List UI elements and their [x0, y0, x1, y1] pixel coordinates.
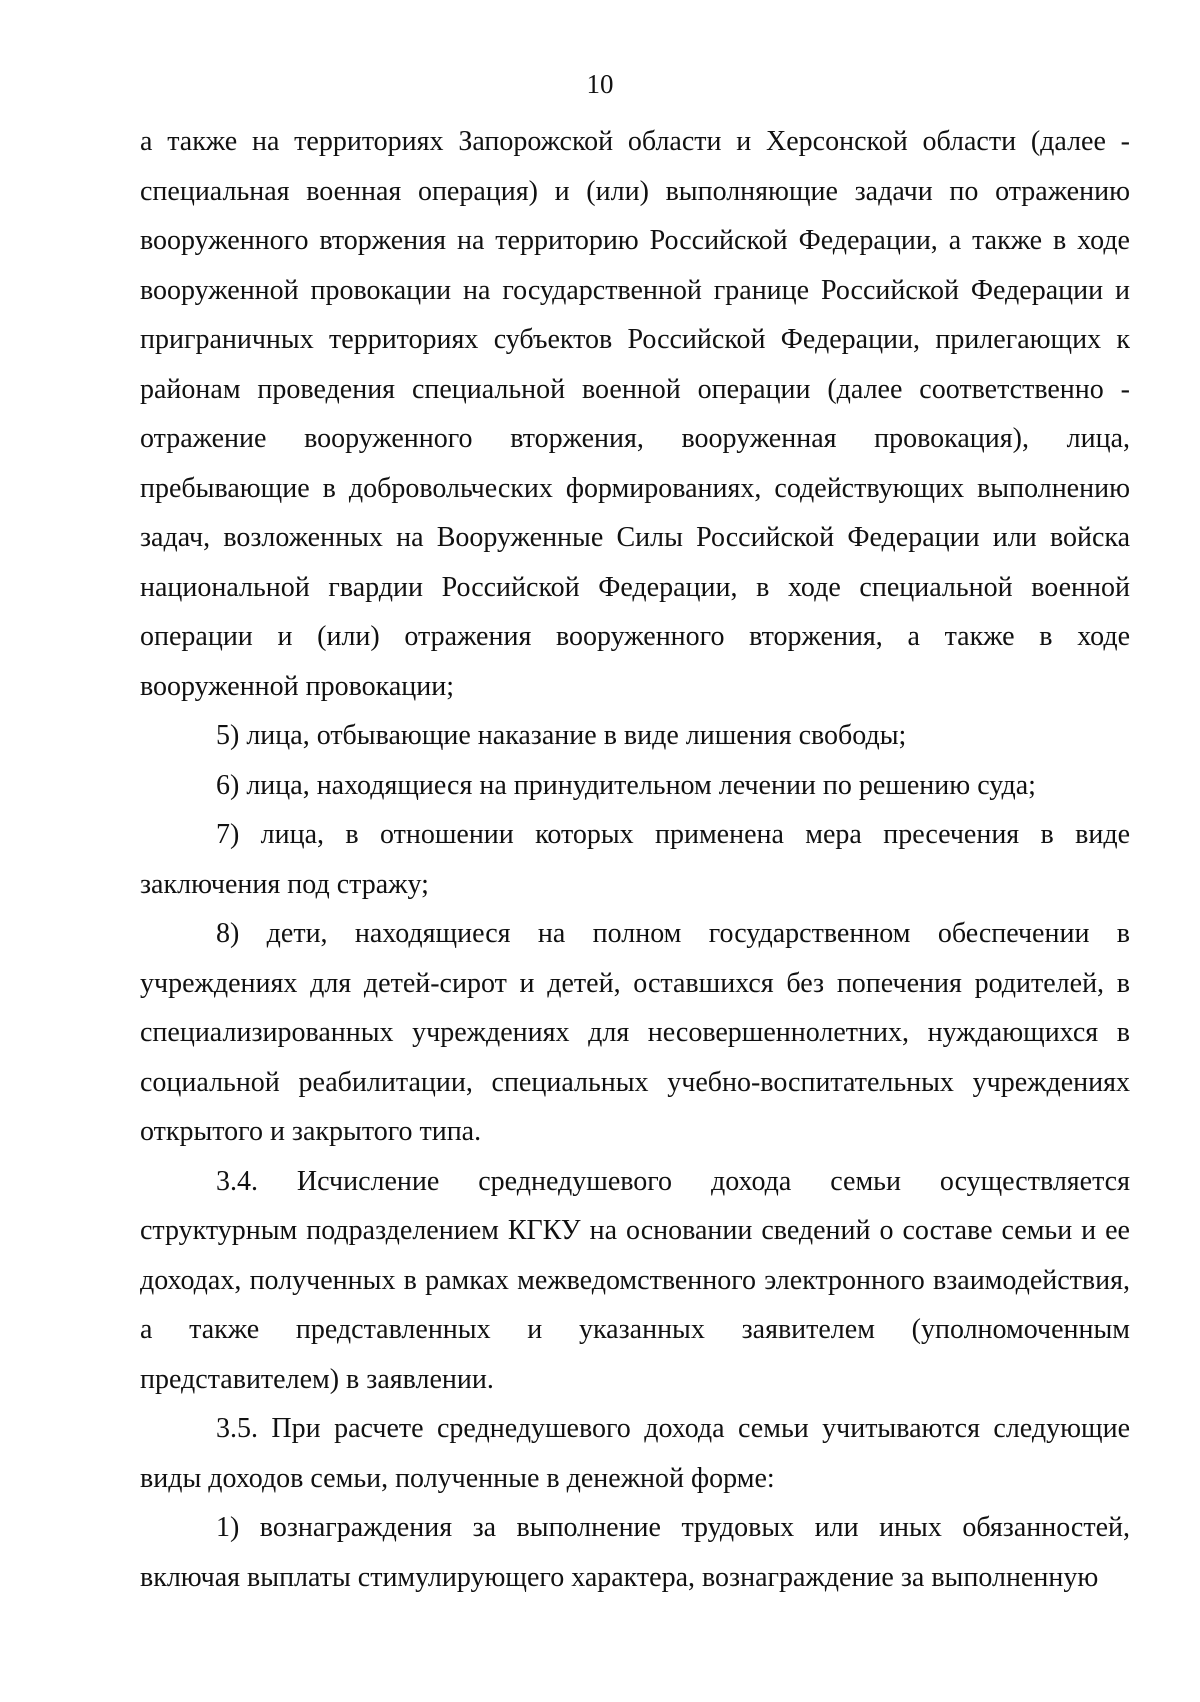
list-item-8: 8) дети, находящиеся на полном государственном обеспечении в учреждениях для детей-сирот и детей, оставшихся без попечения родителей, в специализированных учреждениях для несовершеннолетних, нуждающихся в социальной реабилитации, специальных учебно-воспитательных учреждениях открытого и закрытого типа. — [140, 918, 1130, 1147]
list-item-1: 1) вознаграждения за выполнение трудовых или иных обязанностей, включая выплаты стимулирующего характера, вознаграждение за выполненную — [140, 1512, 1130, 1593]
document-body — [140, 117, 1130, 1602]
page-number: 10 — [586, 69, 614, 99]
list-item-6: 6) лица, находящиеся на принудительном лечении по решению суда; — [216, 769, 1036, 801]
clause-3-5: 3.5. При расчете среднедушевого дохода семьи учитываются следующие виды доходов семьи, полученные в денежной форме: — [140, 1413, 1130, 1494]
list-item-7: 7) лица, в отношении которых применена мера пресечения в виде заключения под стражу; — [140, 819, 1130, 900]
paragraph-continuation: а также на территориях Запорожской области и Херсонской области (далее - специальная военная операция) и (или) выполняющие задачи по отражению вооруженного вторжения на территорию Российской Федерации, а также в ходе вооруженной провокации на государственной границе Российской Федерации и приграничных территориях субъектов Российской Федерации, прилегающих к районам проведения специальной военной операции (далее соответственно - отражение вооруженного вторжения, вооруженная провокация), лица, пребывающие в добровольческих формированиях, содействующих выполнению задач, возложенных на Вооруженные Силы Российской Федерации или войска национальной гвардии Российской Федерации, в ходе специальной военной операции и (или) отражения вооруженного вторжения, а также в ходе вооруженной провокации; — [140, 126, 1130, 702]
list-item-5: 5) лица, отбывающие наказание в виде лишения свободы; — [216, 720, 907, 751]
clause-3-4: 3.4. Исчисление среднедушевого дохода семьи осуществляется структурным подразделением КГКУ на основании сведений о составе семьи и ее доходах, полученных в рамках межведомственного электронного взаимодействия, а также представленных и указанных заявителем (уполномоченным представителем) в заявлении. — [140, 1165, 1130, 1395]
